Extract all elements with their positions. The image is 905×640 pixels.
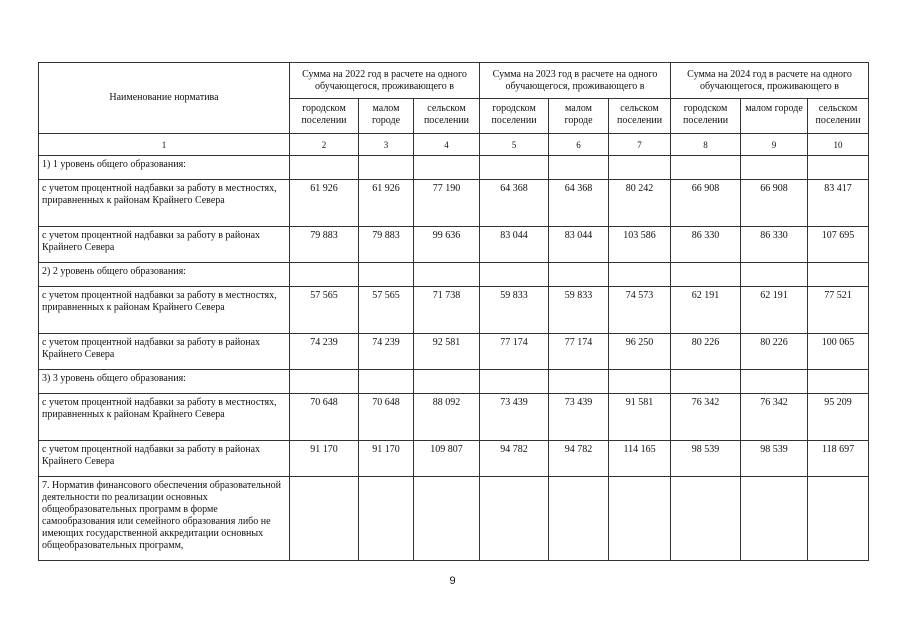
value-cell: [741, 370, 808, 394]
header-sub-rural: сельском поселении: [808, 99, 869, 134]
value-cell: 114 165: [609, 441, 671, 477]
value-cell: [290, 156, 359, 180]
value-cell: 92 581: [414, 334, 480, 370]
section-label: 2) 2 уровень общего образования:: [39, 263, 290, 287]
table-row: [39, 441, 869, 477]
value-cell: 62 191: [671, 287, 741, 334]
section-row: [39, 370, 869, 394]
table-body: [39, 63, 869, 561]
value-cell: 64 368: [549, 180, 609, 227]
table-row: [39, 287, 869, 334]
row-label: с учетом процентной надбавки за работу в местностях, приравненных к районам Крайнего Севера: [39, 287, 290, 334]
column-number: 7: [609, 134, 671, 156]
table-row: [39, 334, 869, 370]
value-cell: [808, 370, 869, 394]
value-cell: [414, 263, 480, 287]
row-label: с учетом процентной надбавки за работу в районах Крайнего Севера: [39, 334, 290, 370]
value-cell: 91 581: [609, 394, 671, 441]
value-cell: 80 226: [671, 334, 741, 370]
value-cell: [741, 477, 808, 561]
value-cell: 109 807: [414, 441, 480, 477]
value-cell: [290, 477, 359, 561]
value-cell: 98 539: [671, 441, 741, 477]
value-cell: [741, 263, 808, 287]
value-cell: 86 330: [741, 227, 808, 263]
value-cell: [359, 370, 414, 394]
value-cell: [549, 263, 609, 287]
header-sub-rural: сельском поселении: [609, 99, 671, 134]
value-cell: 88 092: [414, 394, 480, 441]
column-number: 8: [671, 134, 741, 156]
value-cell: 57 565: [359, 287, 414, 334]
value-cell: [480, 156, 549, 180]
value-cell: [414, 477, 480, 561]
value-cell: [549, 477, 609, 561]
value-cell: 66 908: [741, 180, 808, 227]
column-number: 9: [741, 134, 808, 156]
value-cell: 70 648: [359, 394, 414, 441]
value-cell: 77 521: [808, 287, 869, 334]
value-cell: 83 044: [480, 227, 549, 263]
value-cell: [480, 477, 549, 561]
value-cell: 71 738: [414, 287, 480, 334]
value-cell: [671, 477, 741, 561]
column-number: 3: [359, 134, 414, 156]
value-cell: 80 226: [741, 334, 808, 370]
value-cell: 100 065: [808, 334, 869, 370]
value-cell: [549, 156, 609, 180]
value-cell: [609, 370, 671, 394]
value-cell: [609, 156, 671, 180]
column-number: 2: [290, 134, 359, 156]
value-cell: 61 926: [290, 180, 359, 227]
row-label: с учетом процентной надбавки за работу в местностях, приравненных к районам Крайнего Севера: [39, 180, 290, 227]
value-cell: 91 170: [359, 441, 414, 477]
value-cell: 73 439: [549, 394, 609, 441]
header-name-column: Наименование норматива: [39, 63, 290, 134]
value-cell: 76 342: [741, 394, 808, 441]
value-cell: 64 368: [480, 180, 549, 227]
value-cell: 79 883: [290, 227, 359, 263]
value-cell: 80 242: [609, 180, 671, 227]
value-cell: 107 695: [808, 227, 869, 263]
section-label: 7. Норматив финансового обеспечения образовательной деятельности по реализации основных общеобразовательных программ в форме самообразования или семейного образования либо не имеющих государственной аккредитации основных общеобразовательных программ,: [39, 477, 290, 561]
value-cell: [609, 477, 671, 561]
value-cell: 77 174: [480, 334, 549, 370]
value-cell: [359, 156, 414, 180]
value-cell: 70 648: [290, 394, 359, 441]
section-row: [39, 156, 869, 180]
value-cell: [414, 370, 480, 394]
row-label: с учетом процентной надбавки за работу в районах Крайнего Севера: [39, 227, 290, 263]
table-row: [39, 180, 869, 227]
header-sub-urban: городском поселении: [290, 99, 359, 134]
value-cell: 59 833: [549, 287, 609, 334]
header-sub-small-town: малом городе: [549, 99, 609, 134]
value-cell: 62 191: [741, 287, 808, 334]
section-row: [39, 263, 869, 287]
value-cell: 79 883: [359, 227, 414, 263]
value-cell: 95 209: [808, 394, 869, 441]
value-cell: 118 697: [808, 441, 869, 477]
section-label: 1) 1 уровень общего образования:: [39, 156, 290, 180]
value-cell: 74 573: [609, 287, 671, 334]
row-label: с учетом процентной надбавки за работу в районах Крайнего Севера: [39, 441, 290, 477]
column-number: 4: [414, 134, 480, 156]
section-row: [39, 477, 869, 561]
value-cell: [414, 156, 480, 180]
value-cell: 83 417: [808, 180, 869, 227]
value-cell: 94 782: [480, 441, 549, 477]
value-cell: [549, 370, 609, 394]
value-cell: [671, 263, 741, 287]
value-cell: 99 636: [414, 227, 480, 263]
table-row: [39, 227, 869, 263]
value-cell: [671, 156, 741, 180]
value-cell: [671, 370, 741, 394]
value-cell: 66 908: [671, 180, 741, 227]
value-cell: 61 926: [359, 180, 414, 227]
header-sub-urban: городском поселении: [671, 99, 741, 134]
value-cell: 103 586: [609, 227, 671, 263]
normatives-table: [38, 62, 869, 561]
value-cell: [808, 263, 869, 287]
column-number: 10: [808, 134, 869, 156]
value-cell: 83 044: [549, 227, 609, 263]
value-cell: 91 170: [290, 441, 359, 477]
value-cell: [290, 370, 359, 394]
value-cell: 94 782: [549, 441, 609, 477]
value-cell: 96 250: [609, 334, 671, 370]
table-row: [39, 394, 869, 441]
section-label: 3) 3 уровень общего образования:: [39, 370, 290, 394]
value-cell: [359, 477, 414, 561]
value-cell: 86 330: [671, 227, 741, 263]
header-sub-rural: сельском поселении: [414, 99, 480, 134]
value-cell: 74 239: [359, 334, 414, 370]
value-cell: 77 190: [414, 180, 480, 227]
column-number: 6: [549, 134, 609, 156]
value-cell: 76 342: [671, 394, 741, 441]
page-number: 9: [449, 575, 456, 587]
value-cell: [480, 263, 549, 287]
value-cell: 74 239: [290, 334, 359, 370]
header-sub-urban: городском поселении: [480, 99, 549, 134]
header-group-2023: Сумма на 2023 год в расчете на одного обучающегося, проживающего в: [480, 63, 671, 99]
value-cell: [480, 370, 549, 394]
column-number: 5: [480, 134, 549, 156]
value-cell: [290, 263, 359, 287]
value-cell: 98 539: [741, 441, 808, 477]
value-cell: [359, 263, 414, 287]
header-sub-small-town: малом городе: [741, 99, 808, 134]
value-cell: 57 565: [290, 287, 359, 334]
value-cell: [808, 477, 869, 561]
value-cell: [808, 156, 869, 180]
row-label: с учетом процентной надбавки за работу в местностях, приравненных к районам Крайнего Севера: [39, 394, 290, 441]
header-group-2024: Сумма на 2024 год в расчете на одного обучающегося, проживающего в: [671, 63, 869, 99]
header-row-numbers: [39, 134, 869, 156]
value-cell: 77 174: [549, 334, 609, 370]
value-cell: 73 439: [480, 394, 549, 441]
value-cell: 59 833: [480, 287, 549, 334]
column-number: 1: [39, 134, 290, 156]
value-cell: [741, 156, 808, 180]
header-row-groups: [39, 63, 869, 99]
header-group-2022: Сумма на 2022 год в расчете на одного обучающегося, проживающего в: [290, 63, 480, 99]
value-cell: [609, 263, 671, 287]
header-sub-small-town: малом городе: [359, 99, 414, 134]
